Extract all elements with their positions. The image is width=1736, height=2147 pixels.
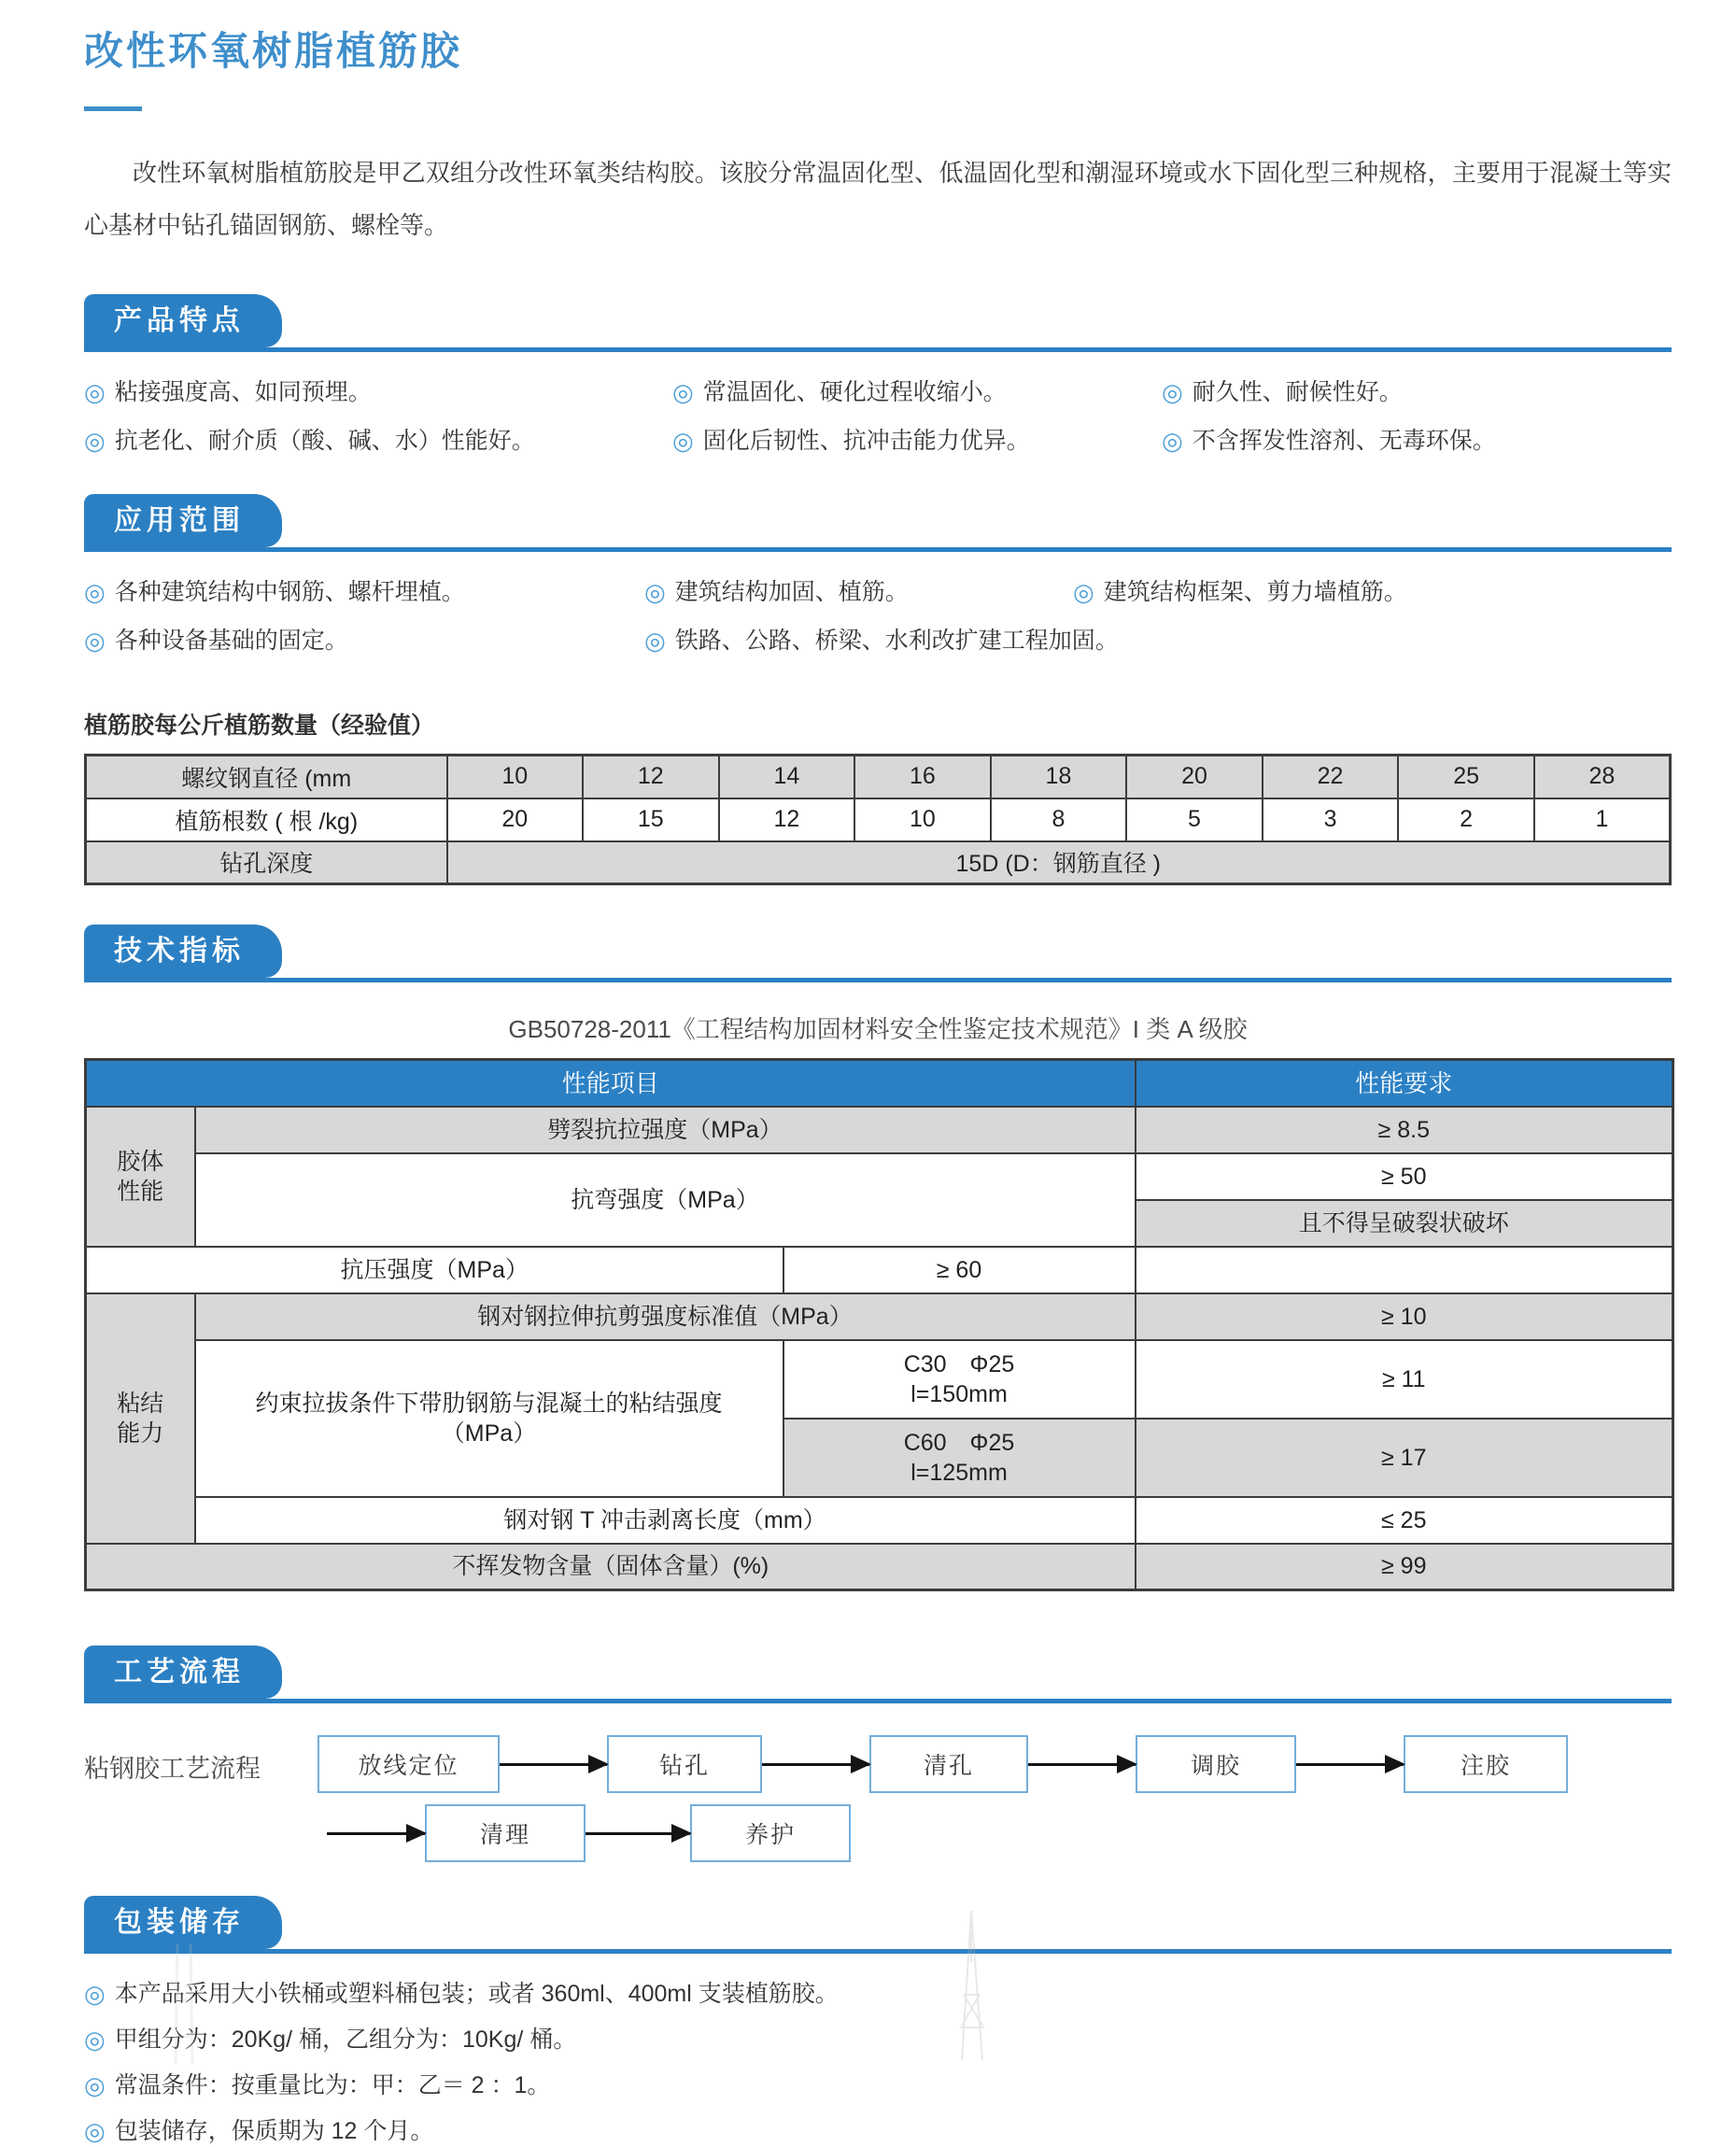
feature-text: 粘接强度高、如同预埋。	[114, 379, 372, 405]
features-column-1	[84, 376, 672, 473]
diameter-cell: 18	[991, 756, 1127, 798]
flow-step-cleanup: 清理	[425, 1804, 586, 1862]
tech-standard-note: GB50728-2011《工程结构加固材料安全性鉴定技术规范》I 类 A 级胶	[508, 1015, 1248, 1043]
arrow-right-icon	[327, 1832, 425, 1835]
flow-step-hole-cleaning: 清孔	[869, 1735, 1028, 1793]
compressive-req: ≥ 60	[783, 1247, 1136, 1293]
applications-bullets	[84, 576, 1672, 673]
count-cell: 2	[1398, 798, 1534, 841]
flow-step-glue-mixing: 调胶	[1136, 1735, 1296, 1793]
arrow-right-icon	[586, 1832, 690, 1835]
count-cell: 10	[854, 798, 991, 841]
list-item	[1162, 376, 1672, 408]
flexural-req-1: ≥ 50	[1136, 1153, 1673, 1200]
double-circle-bullet-icon: ◎	[84, 578, 106, 606]
applications-column-3	[1073, 576, 1672, 673]
count-cell: 1	[1534, 798, 1671, 841]
list-item	[672, 376, 1162, 408]
header-performance-item: 性能项目	[86, 1060, 1136, 1107]
feature-text: 抗老化、耐介质（酸、碱、水）性能好。	[114, 428, 535, 454]
section-header-tech	[84, 925, 1672, 982]
list-item	[84, 1978, 1672, 2010]
flow-step-glue-injection: 注胶	[1404, 1735, 1568, 1793]
peel-req: ≤ 25	[1136, 1497, 1673, 1544]
double-circle-bullet-icon: ◎	[672, 427, 694, 455]
diameter-cell: 20	[1126, 756, 1263, 798]
section-tab-tech: 技术指标	[84, 925, 282, 978]
double-circle-bullet-icon: ◎	[672, 378, 694, 406]
applications-column-1	[84, 576, 644, 673]
list-item	[84, 2115, 1672, 2147]
count-cell: 20	[447, 798, 584, 841]
double-circle-bullet-icon: ◎	[1162, 427, 1183, 455]
table-header-row	[86, 1060, 1673, 1107]
storage-text: 甲组分为：20Kg/ 桶，乙组分为：10Kg/ 桶。	[114, 2027, 577, 2053]
group-label-adhesive-properties: 胶体 性能	[86, 1107, 195, 1247]
list-item	[644, 625, 1119, 657]
table-row	[86, 756, 1671, 798]
tech-spec-table	[84, 1058, 1674, 1591]
rebar-diameter-label: 螺纹钢直径 (mm	[86, 756, 447, 798]
page-title: 改性环氧树脂植筋胶	[84, 29, 463, 73]
applications-column-2	[644, 576, 1119, 673]
double-circle-bullet-icon: ◎	[84, 1980, 106, 2008]
double-circle-bullet-icon: ◎	[644, 627, 666, 655]
list-item	[84, 576, 644, 608]
intro-paragraph: 改性环氧树脂植筋胶是甲乙双组分改性环氧类结构胶。该胶分常温固化型、低温固化型和潮湿环境或水下固化型三种规格，主要用于混凝土等实心基材中钻孔锚固钢筋、螺栓等。	[84, 159, 1672, 239]
double-circle-bullet-icon: ◎	[1073, 578, 1094, 606]
group-label-bonding-ability: 粘结 能力	[86, 1293, 195, 1544]
features-bullets	[84, 376, 1672, 473]
list-item	[84, 2024, 1672, 2055]
diameter-cell: 28	[1534, 756, 1671, 798]
application-text: 各种建筑结构中钢筋、螺杆埋植。	[114, 579, 465, 605]
shear-name: 钢对钢拉伸抗剪强度标准值（MPa）	[195, 1293, 1136, 1340]
feature-text: 常温固化、硬化过程收缩小。	[702, 379, 1007, 405]
list-item	[672, 425, 1162, 457]
section-tab-storage: 包装储存	[84, 1896, 282, 1949]
double-circle-bullet-icon: ◎	[84, 2026, 106, 2054]
section-header-storage	[84, 1896, 1672, 1954]
table-row	[86, 1153, 1673, 1200]
count-cell: 8	[991, 798, 1127, 841]
diameter-cell: 10	[447, 756, 584, 798]
storage-text: 本产品采用大小铁桶或塑料桶包装；或者 360ml、400ml 支装植筋胶。	[114, 1981, 839, 2007]
count-cell: 5	[1126, 798, 1263, 841]
arrow-right-icon	[1296, 1763, 1404, 1766]
shear-req: ≥ 10	[1136, 1293, 1673, 1340]
compressive-name: 抗压强度（MPa）	[86, 1247, 783, 1293]
drill-depth-label: 钻孔深度	[86, 841, 447, 884]
list-item	[84, 376, 672, 408]
list-item	[84, 625, 644, 657]
storage-text: 常温条件：按重量比为：甲：乙＝ 2 ：1。	[114, 2072, 551, 2098]
process-flowchart	[84, 1735, 1672, 1862]
peel-name: 钢对钢 T 冲击剥离长度（mm）	[195, 1497, 1136, 1544]
application-text: 建筑结构加固、植筋。	[674, 579, 909, 605]
flexural-req-2: 且不得呈破裂状破坏	[1136, 1200, 1673, 1247]
count-cell: 15	[583, 798, 719, 841]
flow-row-1	[318, 1735, 1672, 1793]
table-row	[86, 1293, 1673, 1340]
list-item	[644, 576, 1073, 608]
list-item	[84, 2069, 1672, 2101]
table-row	[86, 798, 1671, 841]
features-column-2	[672, 376, 1162, 473]
header-performance-requirement: 性能要求	[1136, 1060, 1673, 1107]
application-text: 各种设备基础的固定。	[114, 628, 348, 654]
diameter-cell: 22	[1263, 756, 1399, 798]
nonvolatile-name: 不挥发物含量（固体含量）(%)	[86, 1544, 1136, 1590]
double-circle-bullet-icon: ◎	[84, 2071, 106, 2099]
flow-diagram	[318, 1735, 1672, 1862]
diameter-cell: 12	[583, 756, 719, 798]
application-text: 建筑结构框架、剪力墙植筋。	[1103, 579, 1407, 605]
table-row	[86, 1544, 1673, 1590]
double-circle-bullet-icon: ◎	[84, 2117, 106, 2145]
feature-text: 固化后韧性、抗冲击能力优异。	[702, 428, 1030, 454]
section-tab-features: 产品特点	[84, 294, 282, 347]
flow-step-layout-positioning: 放线定位	[318, 1735, 500, 1793]
feature-text: 耐久性、耐候性好。	[1192, 379, 1403, 405]
rebar-count-table	[84, 754, 1672, 885]
split-tensile-req: ≥ 8.5	[1136, 1107, 1673, 1153]
double-circle-bullet-icon: ◎	[84, 627, 106, 655]
bond-strength-name: 约束拉拔条件下带肋钢筋与混凝土的粘结强度 （MPa）	[195, 1340, 783, 1497]
arrow-right-icon	[762, 1763, 869, 1766]
bond-case-c30: C30 Φ25 l=150mm	[783, 1340, 1136, 1419]
bond-req-c30: ≥ 11	[1136, 1340, 1673, 1419]
table-row	[86, 1340, 1673, 1419]
storage-bullets	[84, 1978, 1672, 2147]
flow-step-drilling: 钻孔	[607, 1735, 762, 1793]
storage-text: 包装储存，保质期为 12 个月。	[114, 2118, 434, 2144]
application-text: 铁路、公路、桥梁、水利改扩建工程加固。	[674, 628, 1119, 654]
table-row	[86, 1497, 1673, 1544]
rebar-count-label: 植筋根数 ( 根 /kg)	[86, 798, 447, 841]
count-cell: 12	[719, 798, 855, 841]
diameter-cell: 16	[854, 756, 991, 798]
split-tensile-name: 劈裂抗拉强度（MPa）	[195, 1107, 1136, 1153]
flexural-name: 抗弯强度（MPa）	[195, 1153, 1136, 1247]
list-item	[84, 425, 672, 457]
section-header-applications	[84, 494, 1672, 552]
diameter-cell: 14	[719, 756, 855, 798]
count-cell: 3	[1263, 798, 1399, 841]
bond-req-c60: ≥ 17	[1136, 1419, 1673, 1497]
section-tab-process: 工艺流程	[84, 1646, 282, 1699]
arrow-right-icon	[1028, 1763, 1136, 1766]
process-subtitle: 粘钢胶工艺流程	[84, 1755, 261, 1783]
diameter-cell: 25	[1398, 756, 1534, 798]
table-row	[86, 1247, 1673, 1293]
table-row	[86, 841, 1671, 884]
table-row	[86, 1107, 1673, 1153]
title-underline	[84, 106, 142, 111]
list-item	[1073, 576, 1672, 608]
features-column-3	[1162, 376, 1672, 473]
flow-row-2	[318, 1804, 1672, 1862]
flow-step-curing: 养护	[690, 1804, 851, 1862]
arrow-right-icon	[500, 1763, 607, 1766]
section-tab-applications: 应用范围	[84, 494, 282, 547]
section-header-features	[84, 294, 1672, 352]
bond-case-c60: C60 Φ25 l=125mm	[783, 1419, 1136, 1497]
drill-depth-value: 15D (D：钢筋直径 )	[447, 841, 1671, 884]
feature-text: 不含挥发性溶剂、无毒环保。	[1192, 428, 1496, 454]
double-circle-bullet-icon: ◎	[84, 378, 106, 406]
nonvolatile-req: ≥ 99	[1136, 1544, 1673, 1590]
list-item	[1162, 425, 1672, 457]
double-circle-bullet-icon: ◎	[84, 427, 106, 455]
rebar-table-title: 植筋胶每公斤植筋数量（经验值）	[84, 713, 435, 739]
double-circle-bullet-icon: ◎	[644, 578, 666, 606]
section-header-process	[84, 1646, 1672, 1703]
double-circle-bullet-icon: ◎	[1162, 378, 1183, 406]
